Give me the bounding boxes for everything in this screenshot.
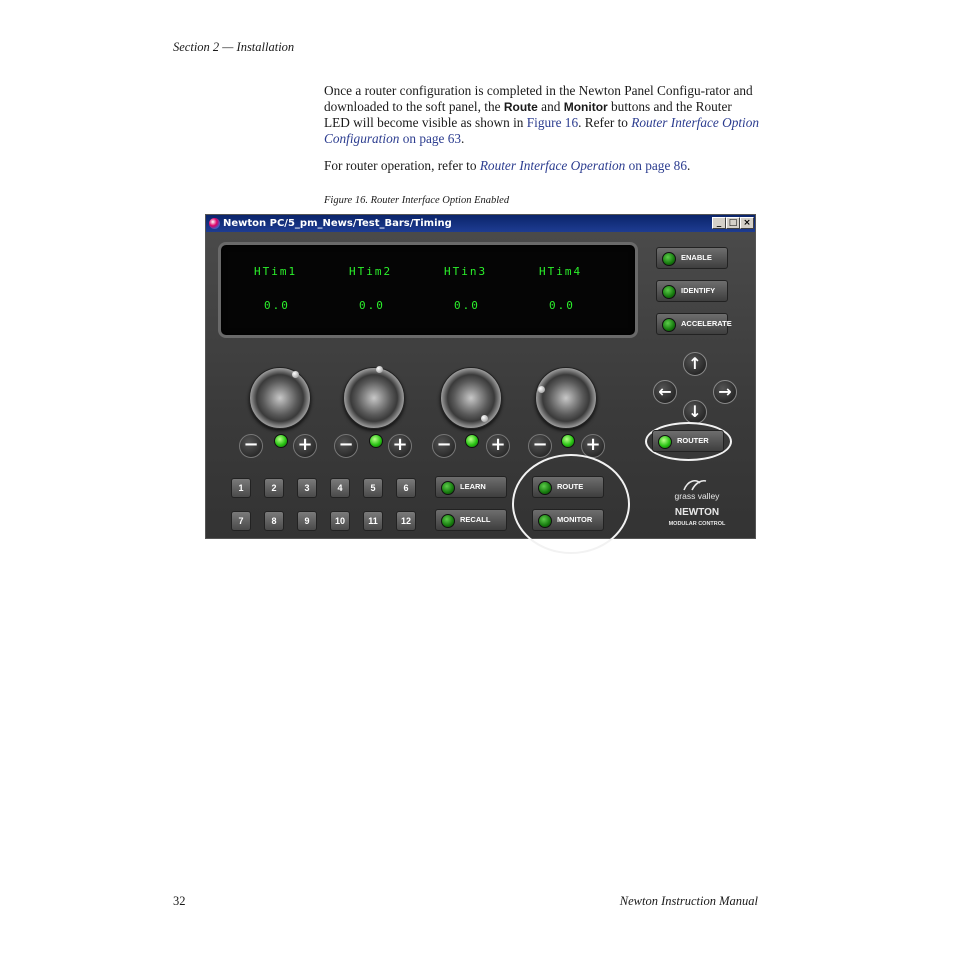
number-key-1[interactable]: 1 (231, 478, 251, 498)
control-panel (206, 232, 755, 538)
channel-1-minus-button[interactable]: − (239, 434, 263, 458)
brand-subtitle: MODULAR CONTROL (668, 521, 726, 527)
knob-2[interactable] (343, 367, 405, 429)
channel-1-plus-button[interactable]: + (293, 434, 317, 458)
number-key-12[interactable]: 12 (396, 511, 416, 531)
number-key-9[interactable]: 9 (297, 511, 317, 531)
window-titlebar[interactable] (206, 215, 755, 232)
manual-title: Newton Instruction Manual (619, 894, 758, 908)
route-led (538, 481, 552, 495)
learn-led (441, 481, 455, 495)
identify-led (662, 285, 676, 299)
route-button[interactable] (532, 476, 604, 498)
channel-4-led (561, 434, 575, 448)
channel-2-led (369, 434, 383, 448)
recall-button[interactable] (435, 509, 507, 531)
knob-1[interactable] (249, 367, 311, 429)
number-key-2[interactable]: 2 (264, 478, 284, 498)
accelerate-button[interactable] (656, 313, 732, 335)
page-number: 32 (173, 894, 186, 908)
channel-4-value: 0.0 (549, 299, 575, 312)
enable-label: ENABLE (681, 253, 712, 262)
knob-3[interactable] (440, 367, 502, 429)
recall-led (441, 514, 455, 528)
channel-4-name: HTim4 (539, 265, 583, 278)
monitor-term: Monitor (563, 99, 608, 114)
number-key-10[interactable]: 10 (330, 511, 350, 531)
figure-caption: Figure 16. Router Interface Option Enabled (324, 195, 510, 206)
number-key-7[interactable]: 7 (231, 511, 251, 531)
grass-valley-logo-icon (682, 478, 708, 492)
channel-1-led (274, 434, 288, 448)
number-key-3[interactable]: 3 (297, 478, 317, 498)
knob-4[interactable] (535, 367, 597, 429)
route-term: Route (503, 99, 538, 114)
monitor-label: MONITOR (557, 515, 593, 524)
router-button[interactable] (652, 430, 724, 452)
recall-label: RECALL (460, 515, 491, 524)
brand-product: NEWTON (674, 507, 720, 518)
channel-3-plus-button[interactable]: + (486, 434, 510, 458)
route-label: ROUTE (557, 482, 584, 491)
maximize-button[interactable]: □ (726, 217, 740, 229)
monitor-button[interactable] (532, 509, 604, 531)
close-button[interactable]: × (740, 217, 754, 229)
channel-2-value: 0.0 (359, 299, 385, 312)
channel-2-minus-button[interactable]: − (334, 434, 358, 458)
channel-3-value: 0.0 (454, 299, 480, 312)
accelerate-label: ACCELERATE (681, 319, 732, 328)
learn-label: LEARN (460, 482, 486, 491)
learn-button[interactable] (435, 476, 507, 498)
operation-paragraph: For router operation, refer to Router Interface Operation on page 86. (324, 158, 691, 173)
number-key-4[interactable]: 4 (330, 478, 350, 498)
enable-button[interactable] (656, 247, 728, 269)
router-label: ROUTER (677, 436, 709, 445)
down-arrow-button[interactable]: ↓ (683, 400, 707, 424)
intro-paragraph: Once a router configuration is completed in the Newton Panel Configu-rator and downloaded to the soft panel, the Route and Monitor buttons and the Router LED will become visible as shown in Figure 16. Refer to Router Interface Option Configuration on page 63. (324, 83, 760, 147)
enable-led (662, 252, 676, 266)
knob-1-indicator (292, 371, 299, 378)
router-led (658, 435, 672, 449)
channel-3-minus-button[interactable]: − (432, 434, 456, 458)
app-icon (209, 218, 220, 229)
router-operation-link[interactable]: Router Interface Operation on page 86 (479, 158, 687, 173)
brand-company: grass valley (674, 491, 720, 501)
channel-1-name: HTim1 (254, 265, 298, 278)
channel-4-plus-button[interactable]: + (581, 434, 605, 458)
number-key-5[interactable]: 5 (363, 478, 383, 498)
knob-2-indicator (376, 366, 383, 373)
knob-3-indicator (481, 415, 488, 422)
router-config-link[interactable]: Router Interface Option Configuration on page 63 (324, 115, 760, 147)
soft-panel-window (205, 214, 756, 539)
left-arrow-button[interactable]: ← (653, 380, 677, 404)
channel-2-name: HTim2 (349, 265, 393, 278)
figure-16-link[interactable]: Figure 16 (526, 115, 579, 131)
window-title: Newton PC/5_pm_News/Test_Bars/Timing (223, 218, 452, 229)
channel-3-led (465, 434, 479, 448)
minimize-button[interactable]: _ (712, 217, 726, 229)
monitor-led (538, 514, 552, 528)
identify-button[interactable] (656, 280, 728, 302)
channel-2-plus-button[interactable]: + (388, 434, 412, 458)
channel-3-name: HTin3 (444, 265, 488, 278)
number-key-6[interactable]: 6 (396, 478, 416, 498)
channel-display (218, 242, 638, 338)
up-arrow-button[interactable]: ↑ (683, 352, 707, 376)
channel-1-value: 0.0 (264, 299, 290, 312)
channel-4-minus-button[interactable]: − (528, 434, 552, 458)
running-header: Section 2 — Installation (173, 40, 295, 54)
identify-label: IDENTIFY (681, 286, 716, 295)
right-arrow-button[interactable]: → (713, 380, 737, 404)
number-key-11[interactable]: 11 (363, 511, 383, 531)
accelerate-led (662, 318, 676, 332)
number-key-8[interactable]: 8 (264, 511, 284, 531)
knob-4-indicator (538, 386, 545, 393)
route-monitor-highlight (512, 454, 630, 554)
